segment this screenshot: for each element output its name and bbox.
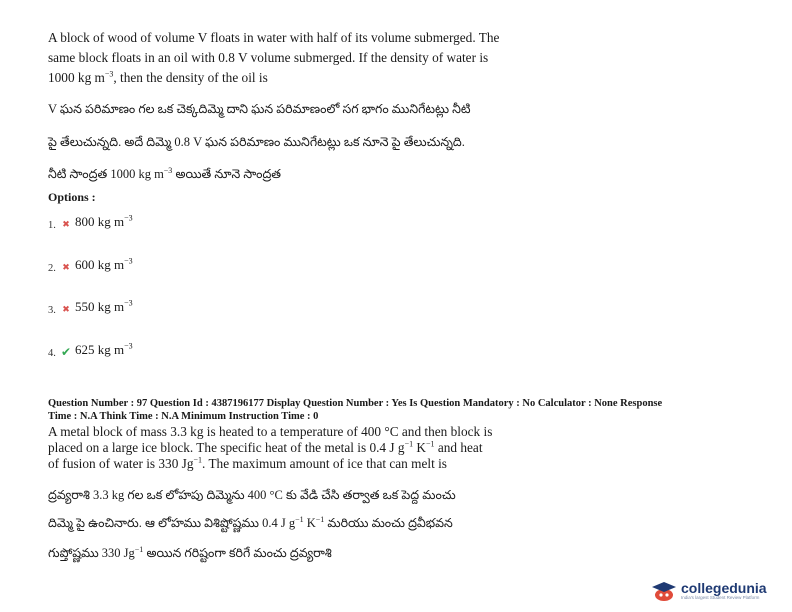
q2-telugu-exp-2: −1: [315, 514, 325, 524]
meta-line-2: Time : N.A Think Time : N.A Minimum Instruction Time : 0: [48, 411, 319, 422]
q2-telugu-exp-1: −1: [295, 514, 304, 524]
option-1-number: 1.: [48, 220, 56, 231]
q2-english-text: [48, 424, 588, 472]
q2-exp-3: −1: [193, 455, 203, 465]
option-4-number: 4.: [48, 348, 56, 359]
q2-telugu-2b: K: [303, 516, 316, 530]
option-3-text: 550 kg m: [75, 298, 125, 314]
option-2[interactable]: [48, 255, 133, 274]
q1-telugu-line-3: [48, 165, 588, 183]
option-2-text: 600 kg m: [75, 256, 125, 272]
q1-telugu-3b: అయితే నూనె సాంద్రత: [172, 167, 282, 181]
q2-telugu-line-1: ద్రవ్యరాశి 3.3 kg గల ఒక లోహపు దిమ్మెను 400 °C కు వేడి చేసి తర్వాత ఒక పెద్ద మంచు: [48, 488, 456, 502]
q2-line-1: A metal block of mass 3.3 kg is heated to a temperature of 400 °C and then block is: [48, 424, 493, 439]
graduation-cap-icon: [651, 580, 677, 602]
option-3[interactable]: [48, 297, 133, 316]
option-1-exp: −3: [124, 213, 133, 223]
option-1-value: [75, 214, 133, 230]
option-3-value: [75, 299, 133, 315]
option-3-number: 3.: [48, 305, 56, 316]
option-1[interactable]: [48, 212, 133, 231]
q1-telugu-3a: నీటి సాంద్రత 1000 kg m: [48, 167, 164, 181]
q2-exp-2: −1: [426, 439, 435, 449]
q2-telugu-3b: అయిన గరిష్టంగా కరిగే మంచు ద్రవ్యరాశి: [143, 546, 332, 560]
option-2-value: [75, 257, 133, 273]
cross-icon: ✖: [62, 219, 70, 229]
q2-telugu-2c: మరియు మంచు ద్రవీభవన: [324, 516, 453, 530]
option-4-value: [75, 342, 133, 358]
q1-line-1: A block of wood of volume V floats in water with half of its volume submerged. The: [48, 30, 500, 45]
option-4-exp: −3: [124, 341, 133, 351]
options-title: Options :: [48, 190, 96, 204]
q1-line-3b: , then the density of the oil is: [113, 70, 268, 85]
q2-telugu-3a: గుప్తోష్ణము 330 Jg: [48, 546, 135, 560]
question-meta: [48, 397, 768, 423]
q1-exp: −3: [104, 69, 114, 79]
meta-line-1: Question Number : 97 Question Id : 4387196177 Display Question Number : Yes Is Question Mandatory : No Calculator : None Response: [48, 398, 663, 409]
option-4-text: 625 kg m: [75, 341, 125, 357]
q1-line-3a: 1000 kg m: [48, 70, 105, 85]
option-4[interactable]: [48, 339, 133, 360]
q1-telugu-line-2: పై తేలుచున్నది. అదే దిమ్మె 0.8 V ఘన పరిమాణం మునిగేటట్లు ఒక నూనె పై తేలుచున్నది.: [48, 135, 465, 149]
option-1-text: 800 kg m: [75, 213, 125, 229]
q2-exp-1: −1: [404, 439, 414, 449]
q2-telugu-exp-3: −1: [134, 544, 144, 554]
q2-line-2b: K: [413, 440, 427, 455]
q2-line-3a: of fusion of water is 330 Jg: [48, 456, 194, 471]
q2-line-2a: placed on a large ice block. The specific heat of the metal is 0.4 J g: [48, 440, 405, 455]
option-2-exp: −3: [124, 256, 133, 266]
option-3-exp: −3: [124, 298, 133, 308]
q2-line-3b: . The maximum amount of ice that can melt is: [202, 456, 447, 471]
q1-telugu-line-1: V ఘన పరిమాణం గల ఒక చెక్కదిమ్మె దాని ఘన పరిమాణంలో సగ భాగం మునిగేటట్లు నీటి: [48, 102, 471, 116]
cross-icon: ✖: [62, 304, 70, 314]
cross-icon: ✖: [62, 262, 70, 272]
q2-telugu-2a: దిమ్మె పై ఉంచినారు. ఆ లోహము విశిష్టోష్ణము 0.4 J g: [48, 516, 296, 530]
logo-text: collegedunia: [681, 580, 767, 596]
logo-tagline: India's largest Student Review Platform: [681, 595, 760, 600]
q2-telugu-line-2: [48, 514, 588, 532]
q1-telugu-exp: −3: [163, 165, 173, 175]
check-icon: ✔: [60, 345, 72, 359]
logo-wordmark: [681, 581, 767, 601]
q2-line-2c: and heat: [434, 440, 483, 455]
q2-telugu-line-3: [48, 544, 588, 562]
q1-english-text: [48, 28, 588, 88]
q1-line-2: same block floats in an oil with 0.8 V volume submerged. If the density of water is: [48, 50, 489, 65]
collegedunia-logo: [651, 580, 767, 602]
option-2-number: 2.: [48, 263, 56, 274]
